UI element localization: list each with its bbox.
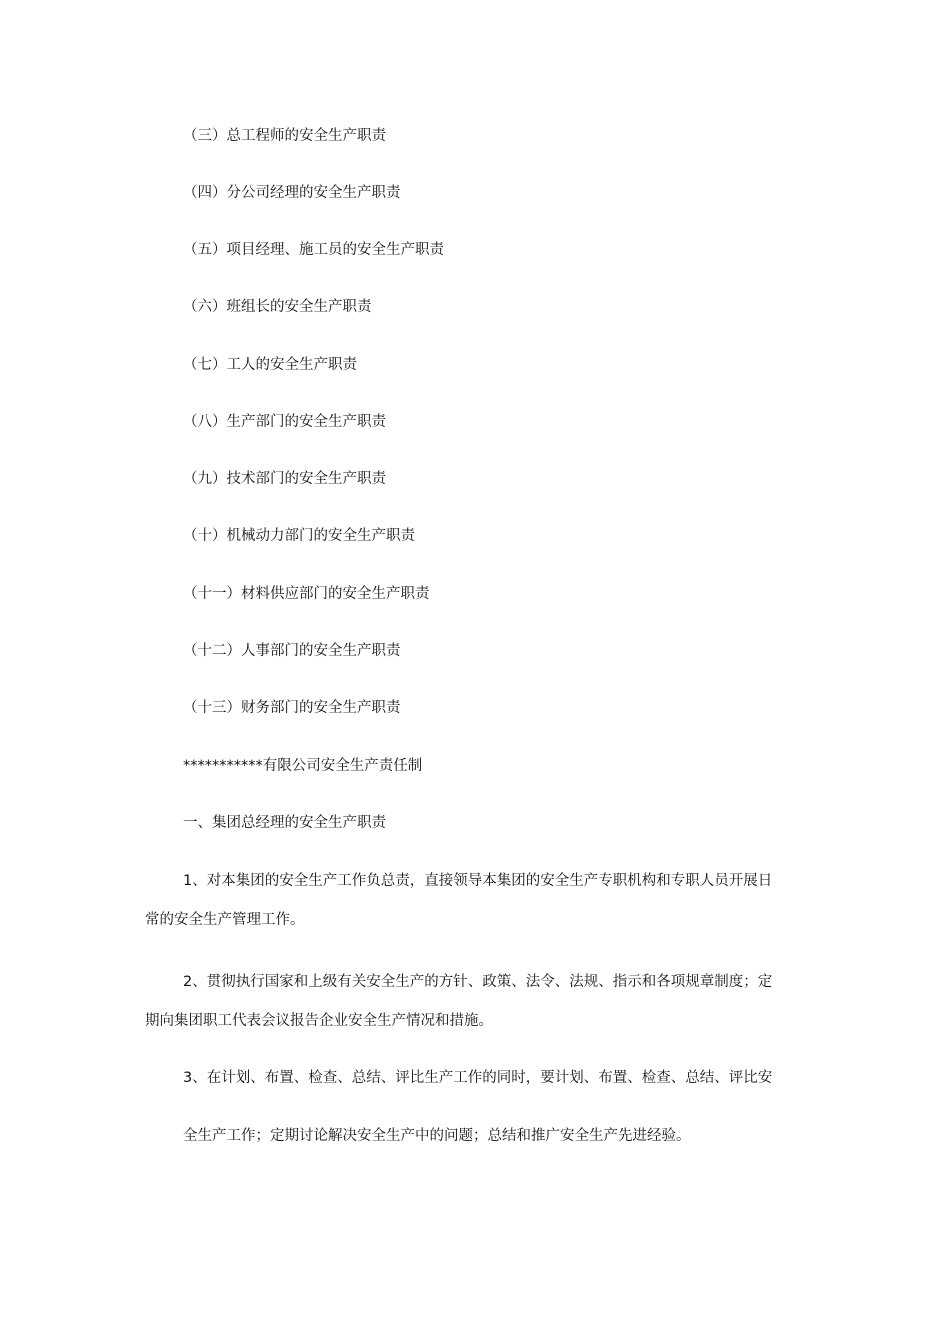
toc-item: （六）班组长的安全生产职责 <box>183 299 372 315</box>
paragraph-1-line-2: 常的安全生产管理工作。 <box>145 912 305 928</box>
paragraph-2-line-1: 2、贯彻执行国家和上级有关安全生产的方针、政策、法令、法规、指示和各项规章制度；定 <box>183 974 773 990</box>
toc-item: （十三）财务部门的安全生产职责 <box>183 700 401 716</box>
paragraph-3-line-1: 3、在计划、布置、检查、总结、评比生产工作的同时，要计划、布置、检查、总结、评比安 <box>183 1070 773 1086</box>
section-heading: 一、集团总经理的安全生产职责 <box>183 815 386 831</box>
toc-item: （十二）人事部门的安全生产职责 <box>183 643 401 659</box>
paragraph-3-line-2: 全生产工作；定期讨论解决安全生产中的问题；总结和推广安全生产先进经验。 <box>183 1128 691 1144</box>
toc-item: （三）总工程师的安全生产职责 <box>183 128 386 144</box>
toc-item: （九）技术部门的安全生产职责 <box>183 471 386 487</box>
toc-item: （八）生产部门的安全生产职责 <box>183 414 386 430</box>
paragraph-1-line-1: 1、对本集团的安全生产工作负总责，直接领导本集团的安全生产专职机构和专职人员开展日 <box>183 873 773 889</box>
toc-item: （四）分公司经理的安全生产职责 <box>183 185 401 201</box>
document-title: ***********有限公司安全生产责任制 <box>183 758 423 774</box>
paragraph-2-line-2: 期向集团职工代表会议报告企业安全生产情况和措施。 <box>145 1013 493 1029</box>
toc-item: （七）工人的安全生产职责 <box>183 357 357 373</box>
toc-item: （十）机械动力部门的安全生产职责 <box>183 528 415 544</box>
toc-item: （五）项目经理、施工员的安全生产职责 <box>183 242 444 258</box>
toc-item: （十一）材料供应部门的安全生产职责 <box>183 586 430 602</box>
